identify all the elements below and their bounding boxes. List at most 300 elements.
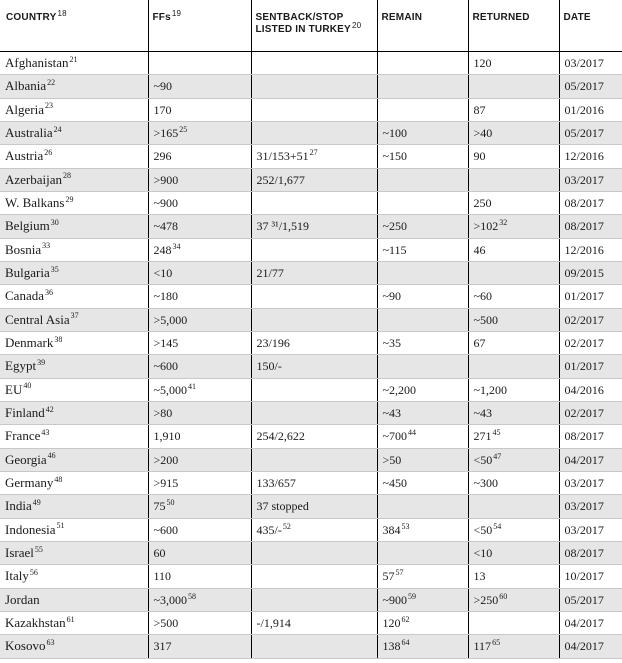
cell-ffs (148, 168, 251, 191)
cell-ffs (148, 308, 251, 331)
cell-ffs (148, 471, 251, 494)
cell-country (0, 308, 148, 331)
cell-value: 252/1,677 (256, 172, 305, 187)
header-date (559, 0, 622, 52)
cell-value: >915 (153, 476, 179, 491)
cell-value: Central Asia (5, 311, 70, 327)
cell-value: 90 (473, 149, 486, 164)
cell-value: >200 (153, 452, 179, 467)
cell-ffs (148, 425, 251, 448)
cell-returned (468, 331, 559, 354)
cell-value: Israel (5, 545, 34, 561)
cell-value: 12/2016 (564, 149, 604, 164)
cell-ffs (148, 238, 251, 261)
cell-sentback (251, 565, 377, 588)
cell-returned (468, 308, 559, 331)
cell-value: Albania (5, 78, 47, 94)
cell-country (0, 168, 148, 191)
cell-value: ~90 (153, 79, 172, 94)
cell-ffs (148, 191, 251, 214)
cell-sentback (251, 541, 377, 564)
header-country-label: COUNTRY (6, 12, 57, 23)
footnote-ref: 41 (188, 381, 196, 391)
cell-remain (377, 541, 468, 564)
cell-value: 04/2017 (564, 452, 604, 467)
cell-country (0, 471, 148, 494)
cell-remain (377, 425, 468, 448)
cell-value: 120 (382, 616, 401, 631)
cell-value: Azerbaijan (5, 171, 63, 187)
cell-value: <10 (473, 546, 493, 561)
cell-date (559, 121, 622, 144)
cell-value: <10 (153, 266, 173, 281)
cell-country (0, 331, 148, 354)
cell-returned (468, 191, 559, 214)
cell-value: ~2,200 (382, 382, 416, 397)
cell-ffs (148, 448, 251, 471)
cell-returned (468, 75, 559, 98)
cell-country (0, 145, 148, 168)
header-ffs (148, 0, 251, 52)
cell-value: Egypt (5, 358, 37, 374)
cell-value: -/1,914 (256, 616, 291, 631)
cell-value: 317 (153, 639, 172, 654)
cell-value: 150/- (256, 359, 282, 374)
cell-country (0, 215, 148, 238)
cell-value: >165 (153, 126, 179, 141)
cell-date (559, 238, 622, 261)
cell-country (0, 355, 148, 378)
cell-value: 03/2017 (564, 56, 604, 71)
cell-value: Afghanistan (5, 55, 69, 71)
cell-value: ~3,000 (153, 592, 187, 607)
cell-date (559, 52, 622, 75)
cell-value: 21/77 (256, 266, 284, 281)
cell-value: 03/2017 (564, 522, 604, 537)
header-sentback-label: SENTBACK/STOP LISTED IN TURKEY (255, 12, 351, 35)
cell-value: Jordan (5, 591, 40, 607)
cell-value: Australia (5, 125, 53, 141)
table-row (0, 145, 622, 168)
cell-value: <50 (473, 522, 493, 537)
cell-returned (468, 495, 559, 518)
footnote-ref: 49 (32, 498, 41, 508)
cell-returned (468, 355, 559, 378)
cell-sentback (251, 471, 377, 494)
footnote-ref: 21 (69, 54, 78, 64)
cell-ffs (148, 401, 251, 424)
cell-value: 1,910 (153, 429, 181, 444)
cell-sentback (251, 448, 377, 471)
cell-ffs (148, 331, 251, 354)
footnote-ref: 44 (408, 428, 416, 438)
footnote-ref: 59 (408, 591, 416, 601)
cell-value: 271 (473, 429, 492, 444)
cell-value: ~115 (382, 242, 407, 257)
cell-value: ~43 (473, 406, 492, 421)
cell-value: 250 (473, 196, 492, 211)
table-row (0, 285, 622, 308)
cell-returned (468, 52, 559, 75)
cell-value: Bulgaria (5, 265, 50, 281)
cell-country (0, 611, 148, 634)
cell-value: ~478 (153, 219, 178, 234)
cell-value: 08/2017 (564, 196, 604, 211)
cell-remain (377, 308, 468, 331)
cell-value: ~1,200 (473, 382, 507, 397)
cell-ffs (148, 635, 251, 658)
cell-value: 37 ³¹/1,519 (256, 219, 310, 234)
cell-sentback (251, 145, 377, 168)
table-row (0, 52, 622, 75)
cell-value: >145 (153, 336, 179, 351)
cell-ffs (148, 378, 251, 401)
cell-date (559, 215, 622, 238)
cell-value: 05/2017 (564, 79, 604, 94)
footnote-ref: 25 (179, 125, 188, 135)
footnote-ref: 54 (493, 521, 502, 531)
cell-value: 02/2017 (564, 312, 604, 327)
footnote-ref: 27 (309, 148, 318, 158)
footnote-ref: 28 (63, 171, 72, 181)
cell-value: 110 (153, 569, 172, 584)
cell-sentback (251, 401, 377, 424)
cell-country (0, 518, 148, 541)
cell-returned (468, 611, 559, 634)
cell-sentback (251, 611, 377, 634)
footnote-ref: 65 (492, 638, 501, 648)
table-row (0, 168, 622, 191)
cell-value: 04/2017 (564, 639, 604, 654)
cell-date (559, 378, 622, 401)
header-row (0, 0, 622, 52)
cell-value: 133/657 (256, 476, 296, 491)
header-country (0, 0, 148, 52)
cell-value: Georgia (5, 451, 47, 467)
cell-ffs (148, 75, 251, 98)
cell-ffs (148, 215, 251, 238)
cell-value: 08/2017 (564, 546, 604, 561)
cell-value: 31/153+51 (256, 149, 309, 164)
table-row (0, 98, 622, 121)
cell-remain (377, 565, 468, 588)
cell-value: Belgium (5, 218, 50, 234)
header-remain (377, 0, 468, 52)
cell-remain (377, 331, 468, 354)
table-row (0, 611, 622, 634)
footnote-ref: 47 (493, 451, 502, 461)
footnote-ref: 34 (172, 241, 181, 251)
cell-value: ~600 (153, 522, 178, 537)
cell-date (559, 285, 622, 308)
footnote-ref: 58 (188, 591, 196, 601)
cell-value: ~900 (153, 196, 178, 211)
cell-ffs (148, 541, 251, 564)
cell-value: 138 (382, 639, 401, 654)
header-returned-label: RETURNED (472, 12, 530, 23)
cell-date (559, 518, 622, 541)
table-row (0, 75, 622, 98)
table-row (0, 541, 622, 564)
header-date-label: DATE (563, 12, 591, 23)
cell-sentback (251, 98, 377, 121)
cell-date (559, 495, 622, 518)
cell-value: 87 (473, 102, 486, 117)
table-row (0, 588, 622, 611)
cell-sentback (251, 261, 377, 284)
footnote-ref: 53 (401, 521, 410, 531)
cell-value: >5,000 (153, 312, 188, 327)
cell-date (559, 448, 622, 471)
cell-value: >900 (153, 172, 179, 187)
cell-value: 02/2017 (564, 336, 604, 351)
cell-remain (377, 75, 468, 98)
cell-value: 254/2,622 (256, 429, 305, 444)
cell-sentback (251, 121, 377, 144)
footnote-ref: 29 (65, 194, 74, 204)
cell-value: >40 (473, 126, 493, 141)
cell-value: 01/2016 (564, 102, 604, 117)
cell-sentback (251, 308, 377, 331)
cell-value: Kosovo (5, 638, 46, 654)
footnote-ref: 18 (57, 8, 67, 18)
cell-value: 05/2017 (564, 126, 604, 141)
cell-value: 03/2017 (564, 172, 604, 187)
cell-value: 117 (473, 639, 492, 654)
cell-value: 09/2015 (564, 266, 604, 281)
cell-value: ~150 (382, 149, 407, 164)
cell-value: Finland (5, 405, 45, 421)
cell-country (0, 52, 148, 75)
cell-country (0, 121, 148, 144)
cell-returned (468, 518, 559, 541)
cell-value: Algeria (5, 101, 44, 117)
cell-ffs (148, 145, 251, 168)
cell-ffs (148, 355, 251, 378)
table-row (0, 448, 622, 471)
cell-sentback (251, 52, 377, 75)
header-returned (468, 0, 559, 52)
cell-date (559, 611, 622, 634)
table-row (0, 191, 622, 214)
cell-value: ~250 (382, 219, 407, 234)
cell-value: 46 (473, 242, 486, 257)
header-ffs-label: FFs (152, 12, 171, 23)
cell-value: 04/2016 (564, 382, 604, 397)
cell-remain (377, 378, 468, 401)
footnote-ref: 46 (47, 451, 56, 461)
cell-date (559, 565, 622, 588)
cell-remain (377, 518, 468, 541)
footnote-ref: 63 (46, 638, 55, 648)
cell-date (559, 635, 622, 658)
cell-value: Denmark (5, 335, 54, 351)
footnote-ref: 62 (401, 615, 410, 625)
cell-value: ~900 (382, 592, 407, 607)
cell-ffs (148, 261, 251, 284)
cell-value: 12/2016 (564, 242, 604, 257)
cell-value: 120 (473, 56, 492, 71)
table-body (0, 52, 622, 659)
footnote-ref: 40 (23, 381, 32, 391)
cell-returned (468, 448, 559, 471)
cell-value: 57 (382, 569, 395, 584)
cell-value: ~90 (382, 289, 401, 304)
footnote-ref: 26 (44, 148, 53, 158)
cell-value: ~300 (473, 476, 498, 491)
table-row (0, 378, 622, 401)
cell-country (0, 98, 148, 121)
table-row (0, 331, 622, 354)
cell-value: <50 (473, 452, 493, 467)
cell-date (559, 355, 622, 378)
cell-sentback (251, 378, 377, 401)
cell-value: France (5, 428, 41, 444)
cell-country (0, 378, 148, 401)
cell-value: 170 (153, 102, 172, 117)
table-row (0, 215, 622, 238)
table-header (0, 0, 622, 52)
cell-sentback (251, 331, 377, 354)
cell-ffs (148, 121, 251, 144)
cell-country (0, 238, 148, 261)
cell-value: ~60 (473, 289, 492, 304)
cell-ffs (148, 611, 251, 634)
cell-date (559, 471, 622, 494)
footnote-ref: 37 (70, 311, 79, 321)
footnote-ref: 35 (50, 264, 59, 274)
cell-value: 03/2017 (564, 476, 604, 491)
cell-remain (377, 98, 468, 121)
cell-remain (377, 355, 468, 378)
footnote-ref: 48 (54, 474, 63, 484)
footnote-ref: 20 (351, 20, 362, 30)
cell-value: W. Balkans (5, 195, 65, 211)
cell-returned (468, 635, 559, 658)
footnote-ref: 43 (41, 428, 50, 438)
cell-sentback (251, 215, 377, 238)
cell-ffs (148, 495, 251, 518)
cell-remain (377, 285, 468, 308)
cell-returned (468, 565, 559, 588)
cell-sentback (251, 355, 377, 378)
cell-value: >102 (473, 219, 499, 234)
table-row (0, 471, 622, 494)
cell-date (559, 541, 622, 564)
cell-sentback (251, 238, 377, 261)
cell-date (559, 145, 622, 168)
table-row (0, 565, 622, 588)
cell-ffs (148, 285, 251, 308)
cell-returned (468, 238, 559, 261)
cell-country (0, 191, 148, 214)
cell-value: ~100 (382, 126, 407, 141)
footnote-ref: 33 (42, 241, 51, 251)
cell-value: 384 (382, 522, 401, 537)
cell-remain (377, 261, 468, 284)
cell-returned (468, 541, 559, 564)
cell-date (559, 588, 622, 611)
cell-value: 01/2017 (564, 289, 604, 304)
cell-value: ~35 (382, 336, 401, 351)
cell-value: ~43 (382, 406, 401, 421)
cell-remain (377, 215, 468, 238)
cell-sentback (251, 518, 377, 541)
cell-remain (377, 611, 468, 634)
cell-value: EU (5, 381, 23, 397)
cell-value: Bosnia (5, 241, 42, 257)
cell-date (559, 98, 622, 121)
table-row (0, 635, 622, 658)
cell-value: Indonesia (5, 521, 56, 537)
cell-value: 08/2017 (564, 219, 604, 234)
cell-value: 03/2017 (564, 499, 604, 514)
cell-value: 08/2017 (564, 429, 604, 444)
table-row (0, 261, 622, 284)
cell-returned (468, 588, 559, 611)
cell-returned (468, 261, 559, 284)
cell-country (0, 401, 148, 424)
footnote-ref: 23 (44, 101, 53, 111)
cell-value: 02/2017 (564, 406, 604, 421)
table-row (0, 518, 622, 541)
cell-remain (377, 635, 468, 658)
footnote-ref: 64 (401, 638, 410, 648)
cell-value: Italy (5, 568, 29, 584)
cell-value: 60 (153, 546, 166, 561)
cell-remain (377, 401, 468, 424)
cell-returned (468, 425, 559, 448)
cell-returned (468, 98, 559, 121)
footnote-ref: 36 (44, 288, 53, 298)
cell-date (559, 261, 622, 284)
cell-remain (377, 588, 468, 611)
footnote-ref: 60 (499, 591, 508, 601)
cell-ffs (148, 588, 251, 611)
header-remain-label: REMAIN (381, 12, 423, 23)
cell-ffs (148, 518, 251, 541)
cell-value: 248 (153, 242, 172, 257)
table-row (0, 238, 622, 261)
footnote-ref: 51 (56, 521, 65, 531)
table-row (0, 121, 622, 144)
table-row (0, 495, 622, 518)
cell-ffs (148, 52, 251, 75)
table-row (0, 308, 622, 331)
footnote-ref: 22 (47, 78, 56, 88)
cell-sentback (251, 588, 377, 611)
cell-value: 05/2017 (564, 592, 604, 607)
cell-remain (377, 145, 468, 168)
cell-remain (377, 471, 468, 494)
cell-date (559, 168, 622, 191)
cell-value: ~500 (473, 312, 498, 327)
footnote-ref: 50 (166, 498, 175, 508)
footnote-ref: 61 (66, 614, 75, 624)
cell-country (0, 261, 148, 284)
cell-date (559, 191, 622, 214)
cell-value: Canada (5, 288, 44, 304)
footnote-ref: 38 (54, 334, 63, 344)
cell-returned (468, 471, 559, 494)
cell-returned (468, 121, 559, 144)
cell-date (559, 75, 622, 98)
footnote-ref: 57 (395, 568, 404, 578)
cell-value: 296 (153, 149, 172, 164)
cell-date (559, 401, 622, 424)
cell-returned (468, 378, 559, 401)
cell-value: >500 (153, 616, 179, 631)
